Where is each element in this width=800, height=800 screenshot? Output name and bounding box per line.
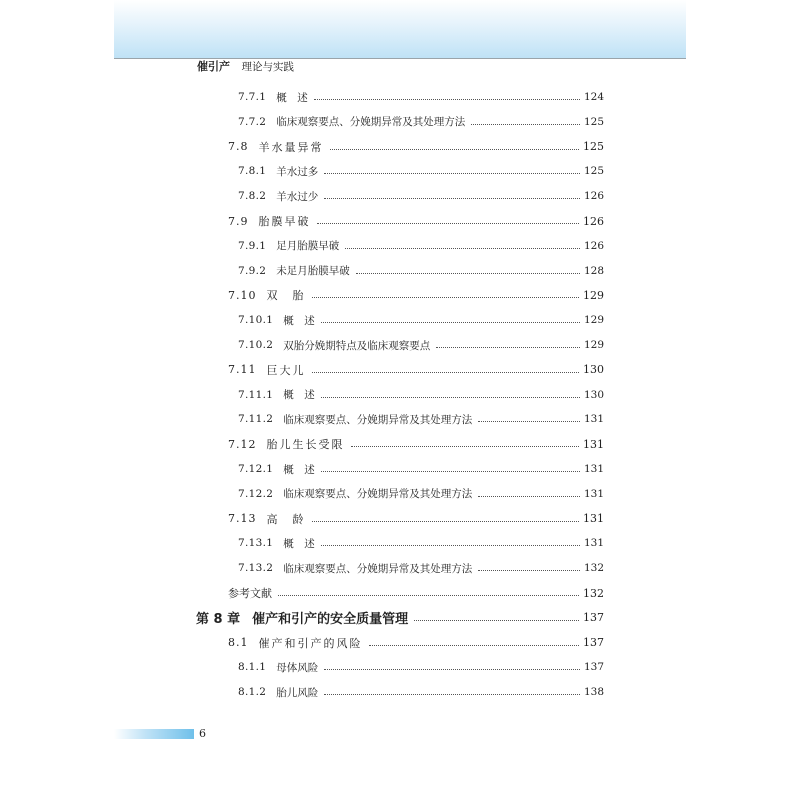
toc-number: 7.12 — [228, 437, 257, 451]
toc-entry — [238, 558, 604, 578]
toc-entry — [228, 285, 604, 305]
toc-title: 临床观察要点、分娩期异常及其处理方法 — [283, 413, 473, 426]
toc-page-number: 126 — [583, 239, 604, 252]
header-rule — [114, 58, 686, 59]
dot-leader — [324, 668, 580, 670]
toc-page-number: 132 — [583, 562, 604, 575]
toc-page-number: 130 — [583, 388, 604, 401]
dot-leader — [369, 644, 580, 646]
toc-title: 羊水过多 — [276, 165, 319, 178]
toc-page-number: 128 — [583, 264, 604, 277]
toc-page-number: 131 — [583, 463, 604, 475]
toc-page-number: 129 — [583, 339, 604, 351]
toc-page-number: 129 — [583, 288, 604, 302]
dot-leader — [478, 420, 580, 422]
toc-number: 7.13 — [228, 512, 257, 526]
dot-leader — [321, 396, 580, 398]
dot-leader — [312, 520, 580, 522]
toc-title: 概 述 — [283, 389, 315, 402]
toc-number: 8.1.2 — [238, 686, 267, 699]
toc-entry — [238, 261, 604, 281]
toc-title: 参考文献 — [228, 587, 272, 600]
dot-leader — [356, 272, 580, 274]
toc-entry — [238, 533, 604, 553]
toc-page-number: 125 — [583, 140, 604, 154]
toc-number: 7.10 — [228, 288, 257, 302]
toc-title: 催产和引产的风险 — [258, 636, 363, 650]
dot-leader — [351, 445, 580, 447]
toc-page-number: 131 — [583, 537, 604, 550]
toc-number: 7.7.1 — [238, 91, 267, 103]
dot-leader — [324, 693, 580, 695]
dot-leader — [321, 321, 580, 323]
toc-page-number: 130 — [583, 363, 604, 377]
toc-title: 双胎分娩期特点及临床观察要点 — [283, 339, 431, 352]
toc-entry — [228, 434, 604, 454]
toc-entry — [238, 310, 604, 330]
toc-number: 7.9.1 — [238, 239, 267, 252]
toc-title: 概 述 — [283, 463, 315, 476]
dot-leader — [414, 619, 579, 621]
dot-leader — [478, 495, 580, 497]
toc-title: 概 述 — [283, 537, 315, 550]
toc-entry — [228, 211, 604, 231]
dot-leader — [317, 222, 580, 224]
dot-leader — [312, 371, 580, 373]
toc-page-number: 131 — [583, 413, 604, 426]
dot-leader — [471, 123, 580, 125]
toc-page-number: 131 — [583, 437, 604, 451]
toc-number: 7.8.2 — [238, 190, 267, 203]
toc-entry — [228, 137, 604, 157]
dot-leader — [345, 247, 580, 249]
toc-number: 8.1.1 — [238, 661, 267, 674]
toc-page-number: 137 — [583, 611, 604, 625]
toc-page-number: 138 — [583, 686, 604, 699]
toc-title: 羊水过少 — [276, 190, 319, 203]
toc-title: 羊水量异常 — [258, 140, 324, 154]
book-subtitle: 理论与实践 — [241, 61, 294, 73]
book-title: 催引产 — [197, 60, 230, 73]
toc-entry — [238, 236, 604, 256]
toc-entry — [238, 409, 604, 429]
toc-page-number: 126 — [583, 190, 604, 203]
toc-title: 胎儿生长受限 — [266, 438, 345, 452]
toc-entry — [228, 360, 604, 380]
toc-page-number: 125 — [583, 115, 604, 128]
toc-number: 7.11.2 — [238, 413, 274, 426]
toc-number: 7.9.2 — [238, 264, 267, 277]
footer-bar — [114, 729, 194, 739]
toc-entry — [238, 335, 604, 355]
toc-title: 双 胎 — [266, 289, 306, 303]
toc-number: 7.11.1 — [238, 388, 274, 401]
toc-number: 8.1 — [228, 636, 249, 650]
toc-entry — [228, 633, 604, 653]
toc-page-number: 137 — [583, 636, 604, 650]
toc-number: 7.13.2 — [238, 562, 274, 575]
toc-entry — [238, 186, 604, 206]
dot-leader — [278, 594, 579, 596]
toc-number: 7.12.2 — [238, 487, 274, 500]
dot-leader — [321, 544, 580, 546]
toc-page-number: 137 — [583, 661, 604, 674]
toc-title: 母体风险 — [276, 661, 319, 674]
toc-entry — [238, 459, 604, 479]
dot-leader — [314, 98, 580, 100]
header-band — [114, 0, 686, 58]
toc-page-number: 132 — [583, 586, 604, 600]
dot-leader — [330, 148, 580, 150]
toc-entry — [238, 657, 604, 677]
toc-title: 临床观察要点、分娩期异常及其处理方法 — [283, 562, 473, 575]
toc-number: 第 8 章 — [196, 612, 241, 628]
toc-title: 概 述 — [283, 314, 315, 327]
toc-number: 7.10.1 — [238, 314, 274, 327]
toc-page-number: 124 — [583, 91, 604, 103]
toc-title: 胎膜早破 — [258, 215, 311, 228]
dot-leader — [436, 346, 580, 348]
toc-title: 未足月胎膜早破 — [276, 265, 350, 278]
toc-number: 7.10.2 — [238, 339, 274, 351]
toc-title: 催产和引产的安全质量管理 — [252, 612, 409, 628]
toc-number: 7.7.2 — [238, 115, 267, 128]
toc-entry — [238, 484, 604, 504]
toc-entry — [238, 112, 604, 132]
toc-title: 高 龄 — [266, 512, 306, 526]
dot-leader — [478, 569, 580, 571]
toc-title: 巨大儿 — [266, 363, 306, 377]
toc-title: 概 述 — [276, 91, 308, 104]
toc-number: 7.9 — [228, 214, 249, 228]
toc-chapter — [196, 608, 604, 628]
toc-number: 7.12.1 — [238, 463, 274, 475]
toc-entry — [238, 385, 604, 405]
toc-number: 7.11 — [228, 363, 257, 377]
dot-leader — [321, 470, 580, 472]
toc-entry — [238, 682, 604, 702]
toc-page-number: 129 — [583, 314, 604, 327]
toc-number: 7.13.1 — [238, 537, 274, 550]
running-header — [197, 60, 294, 76]
toc-number: 7.8 — [228, 140, 249, 154]
toc-page-number: 131 — [583, 512, 604, 526]
dot-leader — [324, 197, 580, 199]
toc-title: 临床观察要点、分娩期异常及其处理方法 — [283, 488, 473, 501]
toc-number: 7.8.1 — [238, 165, 267, 178]
toc-entry — [228, 583, 604, 603]
dot-leader — [312, 296, 580, 298]
toc-entry — [228, 509, 604, 529]
toc-entry — [238, 87, 604, 107]
toc-page-number: 126 — [583, 214, 604, 228]
page-number: 6 — [199, 727, 206, 740]
toc-title: 临床观察要点、分娩期异常及其处理方法 — [276, 116, 466, 129]
toc-page-number: 125 — [583, 165, 604, 178]
toc-page-number: 131 — [583, 487, 604, 500]
toc-title: 胎儿风险 — [276, 686, 319, 699]
toc-entry — [238, 161, 604, 181]
dot-leader — [324, 172, 580, 174]
toc-title: 足月胎膜早破 — [276, 240, 340, 253]
